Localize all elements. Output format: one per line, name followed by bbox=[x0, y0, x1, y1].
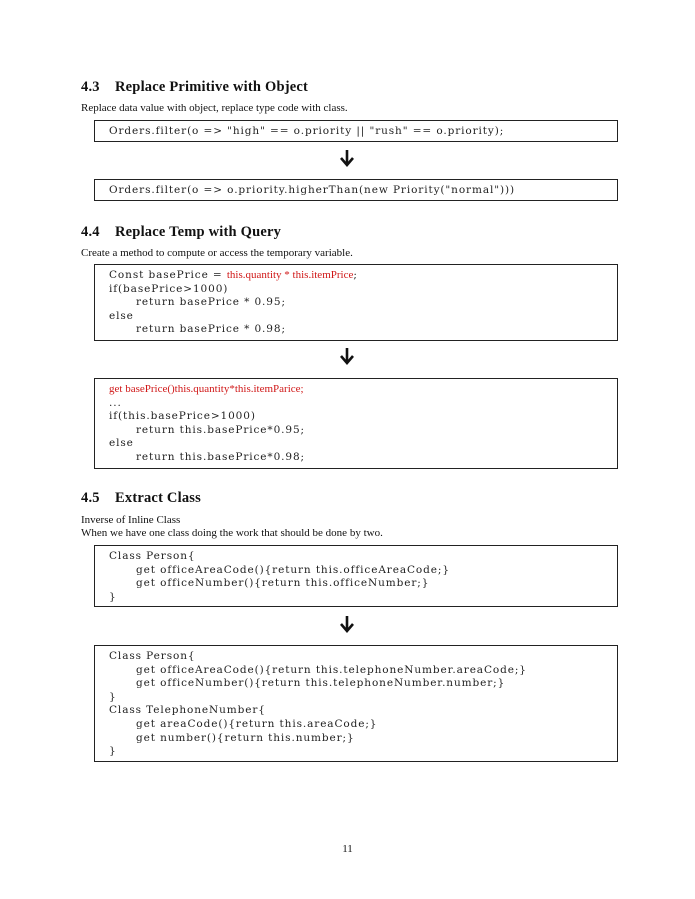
down-arrow-icon bbox=[339, 347, 355, 365]
highlighted-code: this.quantity * this.itemPrice bbox=[226, 269, 354, 281]
section-number: 4.5 bbox=[81, 490, 100, 506]
code-line: get officeAreaCode(){return this.telephoneNumber.areaCode;} bbox=[136, 663, 527, 676]
code-after-4-5 bbox=[94, 645, 618, 762]
code-after-4-4 bbox=[94, 378, 618, 469]
section-description: Replace data value with object, replace type code with class. bbox=[81, 102, 348, 114]
code-line: return basePrice * 0.95; bbox=[136, 296, 286, 309]
code-line bbox=[109, 383, 617, 397]
code-line: get areaCode(){return this.areaCode;} bbox=[136, 717, 378, 730]
code-text: Const basePrice = bbox=[109, 269, 227, 281]
code-line: else bbox=[109, 437, 134, 450]
code-line: Orders.filter(o => "high" == o.priority || "rush" == o.priority); bbox=[109, 125, 505, 137]
code-line: get officeAreaCode(){return this.officeAreaCode;} bbox=[136, 563, 450, 576]
code-line: get officeNumber(){return this.telephoneNumber.number;} bbox=[136, 677, 506, 690]
code-line: get officeNumber(){return this.officeNumber;} bbox=[136, 577, 430, 590]
code-before-4-3 bbox=[94, 120, 618, 142]
section-description: When we have one class doing the work that should be done by two. bbox=[81, 527, 383, 539]
down-arrow-icon bbox=[339, 149, 355, 167]
code-before-4-4 bbox=[94, 264, 618, 341]
section-heading-4-4 bbox=[81, 224, 281, 241]
section-title: Extract Class bbox=[115, 490, 201, 506]
code-line: return this.basePrice*0.98; bbox=[136, 450, 305, 463]
highlighted-code: get basePrice()this.quantity*this.itemParice; bbox=[109, 383, 304, 395]
code-line: Orders.filter(o => o.priority.higherThan(new Priority("normal"))) bbox=[109, 184, 515, 196]
code-line: return basePrice * 0.98; bbox=[136, 323, 286, 336]
code-line: } bbox=[109, 745, 117, 758]
section-heading-4-3 bbox=[81, 79, 308, 96]
code-line: } bbox=[109, 690, 117, 703]
code-text: ; bbox=[353, 269, 358, 281]
code-after-4-3 bbox=[94, 179, 618, 201]
section-title: Replace Primitive with Object bbox=[115, 79, 309, 95]
down-arrow-icon bbox=[339, 615, 355, 633]
code-line: if(basePrice>1000) bbox=[109, 282, 229, 295]
section-description: Inverse of Inline Class bbox=[81, 514, 181, 526]
code-line: Class TelephoneNumber{ bbox=[109, 704, 266, 717]
code-line: Class Person{ bbox=[109, 550, 196, 562]
section-number: 4.3 bbox=[81, 79, 100, 95]
code-line: if(this.basePrice>1000) bbox=[109, 410, 256, 423]
code-line: } bbox=[109, 590, 117, 603]
section-number: 4.4 bbox=[81, 224, 100, 240]
code-line bbox=[109, 269, 617, 283]
code-line: else bbox=[109, 309, 134, 322]
page-number: 11 bbox=[342, 843, 353, 855]
code-line: ... bbox=[109, 396, 122, 409]
section-heading-4-5 bbox=[81, 490, 201, 507]
section-title: Replace Temp with Query bbox=[115, 224, 282, 240]
code-line: return this.basePrice*0.95; bbox=[136, 423, 305, 436]
code-before-4-5 bbox=[94, 545, 618, 607]
code-line: get number(){return this.number;} bbox=[136, 731, 355, 744]
section-description: Create a method to compute or access the temporary variable. bbox=[81, 247, 353, 259]
code-line: Class Person{ bbox=[109, 650, 196, 662]
